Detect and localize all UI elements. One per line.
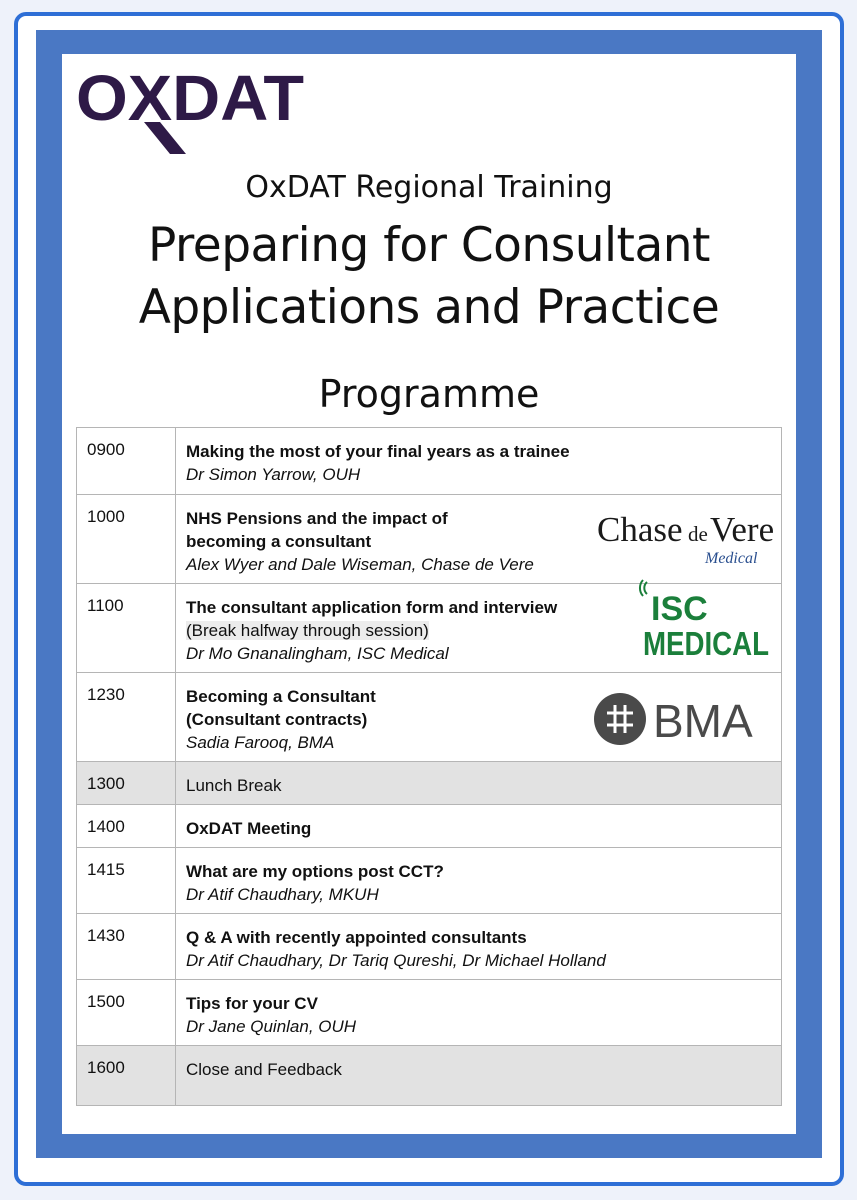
session-cell — [176, 495, 782, 584]
session-title: NHS Pensions and the impact of — [186, 509, 448, 528]
medical-text: Medical — [705, 550, 758, 567]
signal-icon — [640, 580, 647, 596]
programme-heading: Programme — [318, 372, 540, 416]
session-text: Close and Feedback — [186, 1060, 342, 1079]
table-row — [77, 495, 782, 584]
session-title: OxDAT Meeting — [186, 819, 312, 838]
session-title: The consultant application form and interview — [186, 598, 558, 617]
title-line-1: Preparing for Consultant — [147, 218, 710, 273]
session-text: Lunch Break — [186, 776, 282, 795]
chase-de-vere-logo — [593, 503, 773, 573]
table-row — [77, 805, 782, 848]
session-speaker: Alex Wyer and Dale Wiseman, Chase de Vere — [186, 555, 534, 574]
session-cell — [176, 980, 782, 1046]
oxdat-logo — [74, 64, 314, 156]
session-time: 1400 — [77, 805, 176, 848]
session-title: Becoming a Consultant — [186, 687, 376, 706]
session-speaker: Dr Simon Yarrow, OUH — [186, 465, 361, 484]
session-title: What are my options post CCT? — [186, 862, 444, 881]
session-time: 1430 — [77, 914, 176, 980]
session-time: 1415 — [77, 848, 176, 914]
table-row — [77, 1046, 782, 1106]
table-row — [77, 428, 782, 495]
table-row — [77, 848, 782, 914]
session-time: 1500 — [77, 980, 176, 1046]
session-title: Q & A with recently appointed consultants — [186, 928, 527, 947]
session-cell — [176, 584, 782, 673]
oxdat-logo-text: OXDAT — [76, 62, 304, 134]
session-cell — [176, 848, 782, 914]
table-row — [77, 584, 782, 673]
isc-medical-logo — [633, 580, 773, 660]
title-line-2: Applications and Practice — [138, 280, 720, 335]
session-title: Making the most of your final years as a trainee — [186, 442, 570, 461]
isc-text: ISC — [651, 590, 708, 628]
session-cell — [176, 428, 782, 495]
session-time: 1000 — [77, 495, 176, 584]
bma-emblem-icon — [594, 693, 646, 745]
session-speaker: Dr Atif Chaudhary, MKUH — [186, 885, 379, 904]
medical-label: MEDICAL — [643, 625, 769, 662]
session-cell — [176, 914, 782, 980]
session-time: 1100 — [77, 584, 176, 673]
session-cell — [176, 805, 782, 848]
event-title — [62, 215, 796, 339]
event-subtitle: OxDAT Regional Training — [245, 170, 613, 205]
bma-logo — [593, 691, 773, 747]
session-title: Tips for your CV — [186, 994, 318, 1013]
session-speaker: Sadia Farooq, BMA — [186, 733, 335, 752]
session-time: 0900 — [77, 428, 176, 495]
de-text: de — [688, 522, 708, 546]
session-cell — [176, 762, 782, 805]
table-row — [77, 762, 782, 805]
session-time: 1230 — [77, 673, 176, 762]
session-speaker: Dr Jane Quinlan, OUH — [186, 1017, 357, 1036]
vere-text: Vere — [710, 510, 775, 549]
table-row — [77, 980, 782, 1046]
session-speaker: Dr Mo Gnanalingham, ISC Medical — [186, 644, 449, 663]
session-note: (Break halfway through session) — [186, 621, 429, 640]
session-cell — [176, 673, 782, 762]
session-title-cont: (Consultant contracts) — [186, 710, 368, 729]
programme-table — [76, 427, 782, 1106]
session-time: 1600 — [77, 1046, 176, 1106]
table-row — [77, 914, 782, 980]
bma-text: BMA — [653, 695, 753, 747]
table-row — [77, 673, 782, 762]
session-speaker: Dr Atif Chaudhary, Dr Tariq Qureshi, Dr Michael Holland — [186, 951, 606, 970]
session-time: 1300 — [77, 762, 176, 805]
chase-text: Chase — [597, 510, 683, 549]
session-title-cont: becoming a consultant — [186, 532, 372, 551]
session-cell — [176, 1046, 782, 1106]
